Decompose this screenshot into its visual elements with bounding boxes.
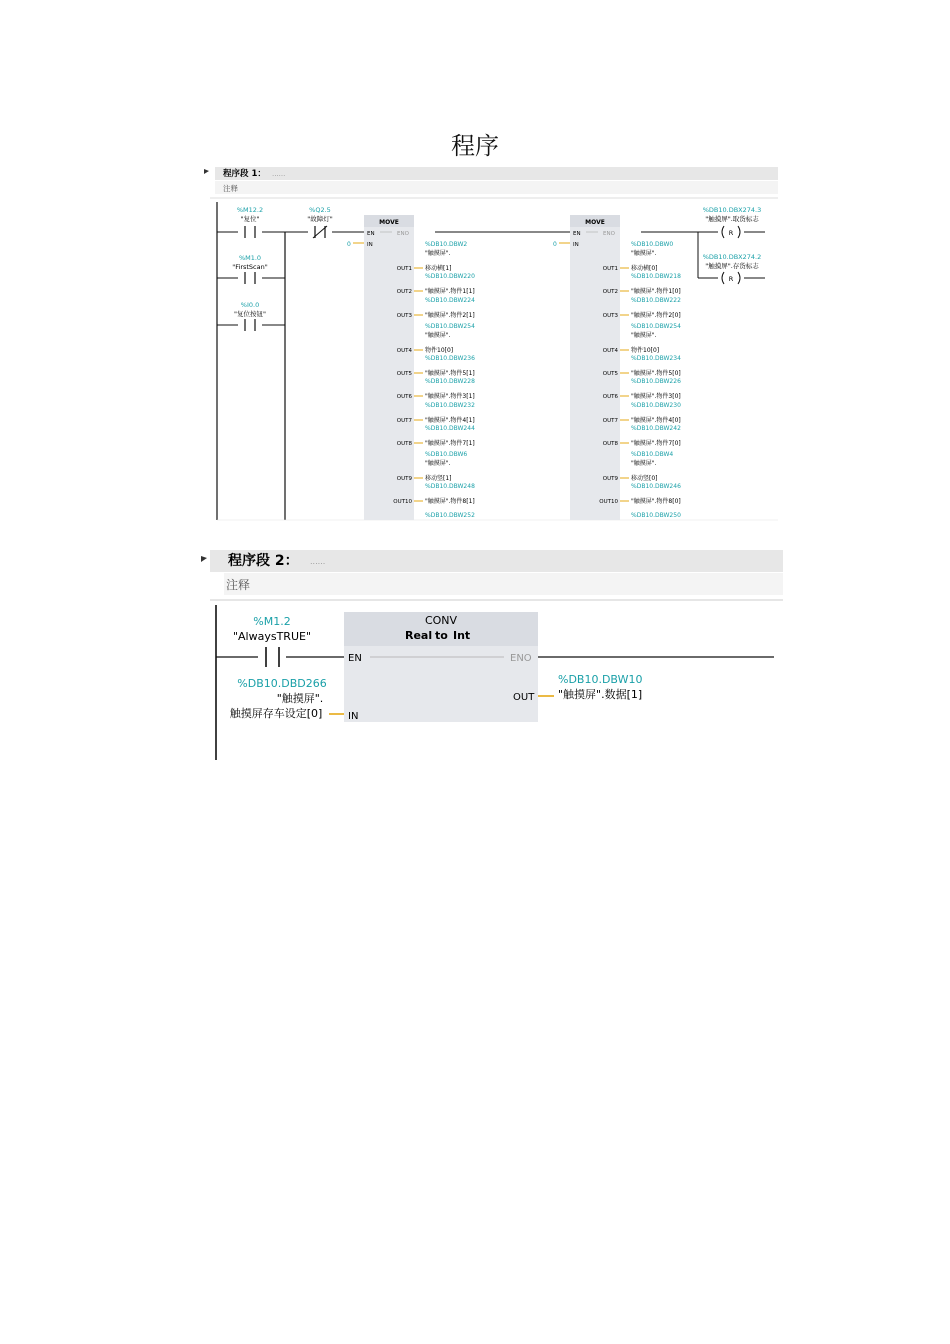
out-address: %DB10.DBW254 [631,323,681,330]
out-name: "触摸屏".物件5[0] [631,370,681,377]
contact-address: %I0.0 [240,301,260,309]
out-pin: OUT8 [602,441,618,447]
out-address: %DB10.DBW222 [631,297,681,304]
no-contact-icon[interactable] [238,319,262,331]
coil-address: %DB10.DBX274.3 [702,206,762,214]
move-in-value: 0 [347,241,351,248]
contact-name: "AlwaysTRUE" [232,630,312,643]
out-address: %DB10.DBW230 [631,402,681,409]
out-pin: OUT9 [602,476,618,482]
no-contact-icon[interactable] [238,226,262,238]
out-name: 移动横[1] [425,265,452,272]
out-name: "触摸屏". [631,332,657,339]
out-address: %DB10.DBW226 [631,378,681,385]
coil-name: "触摸屏".取货标志 [705,215,759,223]
out-pin: OUT6 [602,394,618,400]
out-pin: OUT8 [396,441,412,447]
out-pin: OUT1 [602,266,618,272]
network-1-header-bar[interactable] [215,167,778,180]
move-block-1[interactable] [364,215,414,520]
out-pin: OUT4 [396,348,412,354]
out-address: %DB10.DBW224 [425,297,475,304]
out-name: "触摸屏".物件4[0] [631,417,681,424]
contact-address: %M12.2 [236,206,264,214]
out-pin: OUT1 [396,266,412,272]
out-address-extra: %DB10.DBW250 [631,512,681,519]
collapse-arrow-icon[interactable] [201,556,207,562]
out-pin: OUT3 [602,313,618,319]
out-address: %DB10.DBW234 [631,355,681,362]
out-address: %DB10.DBW220 [425,273,475,280]
svg-text:R: R [728,229,734,237]
out-pin: OUT5 [396,371,412,377]
in-pin: IN [573,242,579,248]
svg-text:R: R [728,275,734,283]
conv-to-word: to [435,629,448,642]
in-pin: IN [348,711,359,722]
out-name: "触摸屏".物件1[0] [631,288,681,295]
out-name: "触摸屏".物件7[0] [631,440,681,447]
out-name: "触摸屏".物件7[1] [425,440,475,447]
network-2-dots: ...... [310,557,326,566]
out-name: "触摸屏". [425,460,451,467]
conv-from-type: Real [405,629,433,642]
in-pin: IN [367,242,373,248]
out-pin: OUT4 [602,348,618,354]
network-1-comment: 注释 [223,184,238,193]
move-block-2[interactable] [570,215,620,520]
contact-address: %M1.0 [238,254,262,262]
move-block-title: MOVE [585,219,605,226]
out-name: "触摸屏".物件3[1] [425,393,475,400]
reset-coil-icon[interactable] [718,272,744,284]
out-address: %DB10.DBW246 [631,483,681,490]
out-name: 移动横[0] [631,265,658,272]
network-1-comment-bar[interactable] [215,181,778,194]
out-pin: OUT2 [602,289,618,295]
contact-name: "复位" [240,215,260,223]
out-name: "触摸屏".物件2[0] [631,312,681,319]
out-address: %DB10.DBW228 [425,378,475,385]
network-1-header: 程序段 1： [223,169,266,179]
out-pin: OUT7 [602,418,618,424]
out-address: %DB10.DBW0 [631,241,674,248]
en-pin: EN [367,231,375,237]
eno-pin: ENO [510,653,532,664]
out-pin: OUT10 [393,499,412,505]
coil-name: "触摸屏".存货标志 [705,262,759,270]
out-name: "触摸屏".物件8[0] [631,498,681,505]
out-address: %DB10.DBW6 [425,451,468,458]
network-1-diagram [200,160,790,530]
page-title: 程序 [451,132,499,160]
out-name: "触摸屏". [631,460,657,467]
out-name: "触摸屏".数据[1] [558,688,643,701]
out-pin: OUT [513,692,535,703]
out-name: "触摸屏".物件5[1] [425,370,475,377]
out-name: "触摸屏".物件3[0] [631,393,681,400]
coil-address: %DB10.DBX274.2 [702,253,762,261]
out-name: 移动竖[0] [631,475,658,482]
move-block-title: MOVE [379,219,399,226]
out-address: %DB10.DBW248 [425,483,475,490]
out-pin: OUT9 [396,476,412,482]
out-name: "触摸屏". [631,250,657,257]
no-contact-icon[interactable] [258,647,286,667]
out-pin: OUT3 [396,313,412,319]
network-2-comment-bar[interactable] [224,573,783,595]
network-1-dots: ...... [272,170,286,178]
eno-pin: ENO [397,231,409,237]
out-pin: OUT7 [396,418,412,424]
contact-address: %Q2.5 [309,206,331,214]
out-name: "触摸屏".物件2[1] [425,312,475,319]
eno-pin: ENO [603,231,615,237]
out-name: "触摸屏".物件1[1] [425,288,475,295]
out-address: %DB10.DBW244 [425,425,475,432]
out-address: %DB10.DBW242 [631,425,681,432]
in-name-2: 触摸屏存车设定[0] [229,707,323,720]
network-2-header: 程序段 2： [228,553,299,569]
out-address: %DB10.DBW232 [425,402,475,409]
contact-name: "故障灯" [307,215,333,223]
contact-address: %M1.2 [253,615,291,628]
network-2-diagram [196,545,786,770]
out-pin: OUT5 [602,371,618,377]
out-name: "触摸屏". [425,332,451,339]
out-name: 物件10[0] [631,347,660,354]
out-address: %DB10.DBW10 [558,673,643,686]
conv-block[interactable] [344,612,538,722]
conv-to-type: Int [453,629,471,642]
out-pin: OUT6 [396,394,412,400]
en-pin: EN [348,653,362,664]
out-pin: OUT2 [396,289,412,295]
move-in-value: 0 [553,241,557,248]
out-address: %DB10.DBW254 [425,323,475,330]
out-name: 物件10[0] [425,347,454,354]
en-pin: EN [573,231,581,237]
out-address: %DB10.DBW4 [631,451,674,458]
out-address: %DB10.DBW236 [425,355,475,362]
out-pin: OUT10 [599,499,618,505]
contact-name: "FirstScan" [232,263,268,271]
out-name: "触摸屏". [425,250,451,257]
out-address-extra: %DB10.DBW252 [425,512,475,519]
in-address: %DB10.DBD266 [237,677,327,690]
collapse-arrow-icon[interactable] [204,169,209,174]
conv-block-title: CONV [424,614,458,627]
contact-name: "复位按钮" [234,310,266,318]
nc-contact-icon[interactable] [308,226,332,238]
reset-coil-icon[interactable] [718,226,744,238]
network-2-comment: 注释 [226,578,251,592]
out-name: 移动竖[1] [425,475,452,482]
in-name-1: "触摸屏". [276,692,324,705]
out-address: %DB10.DBW2 [425,241,468,248]
out-name: "触摸屏".物件8[1] [425,498,475,505]
out-name: "触摸屏".物件4[1] [425,417,475,424]
no-contact-icon[interactable] [238,272,262,284]
out-address: %DB10.DBW218 [631,273,681,280]
